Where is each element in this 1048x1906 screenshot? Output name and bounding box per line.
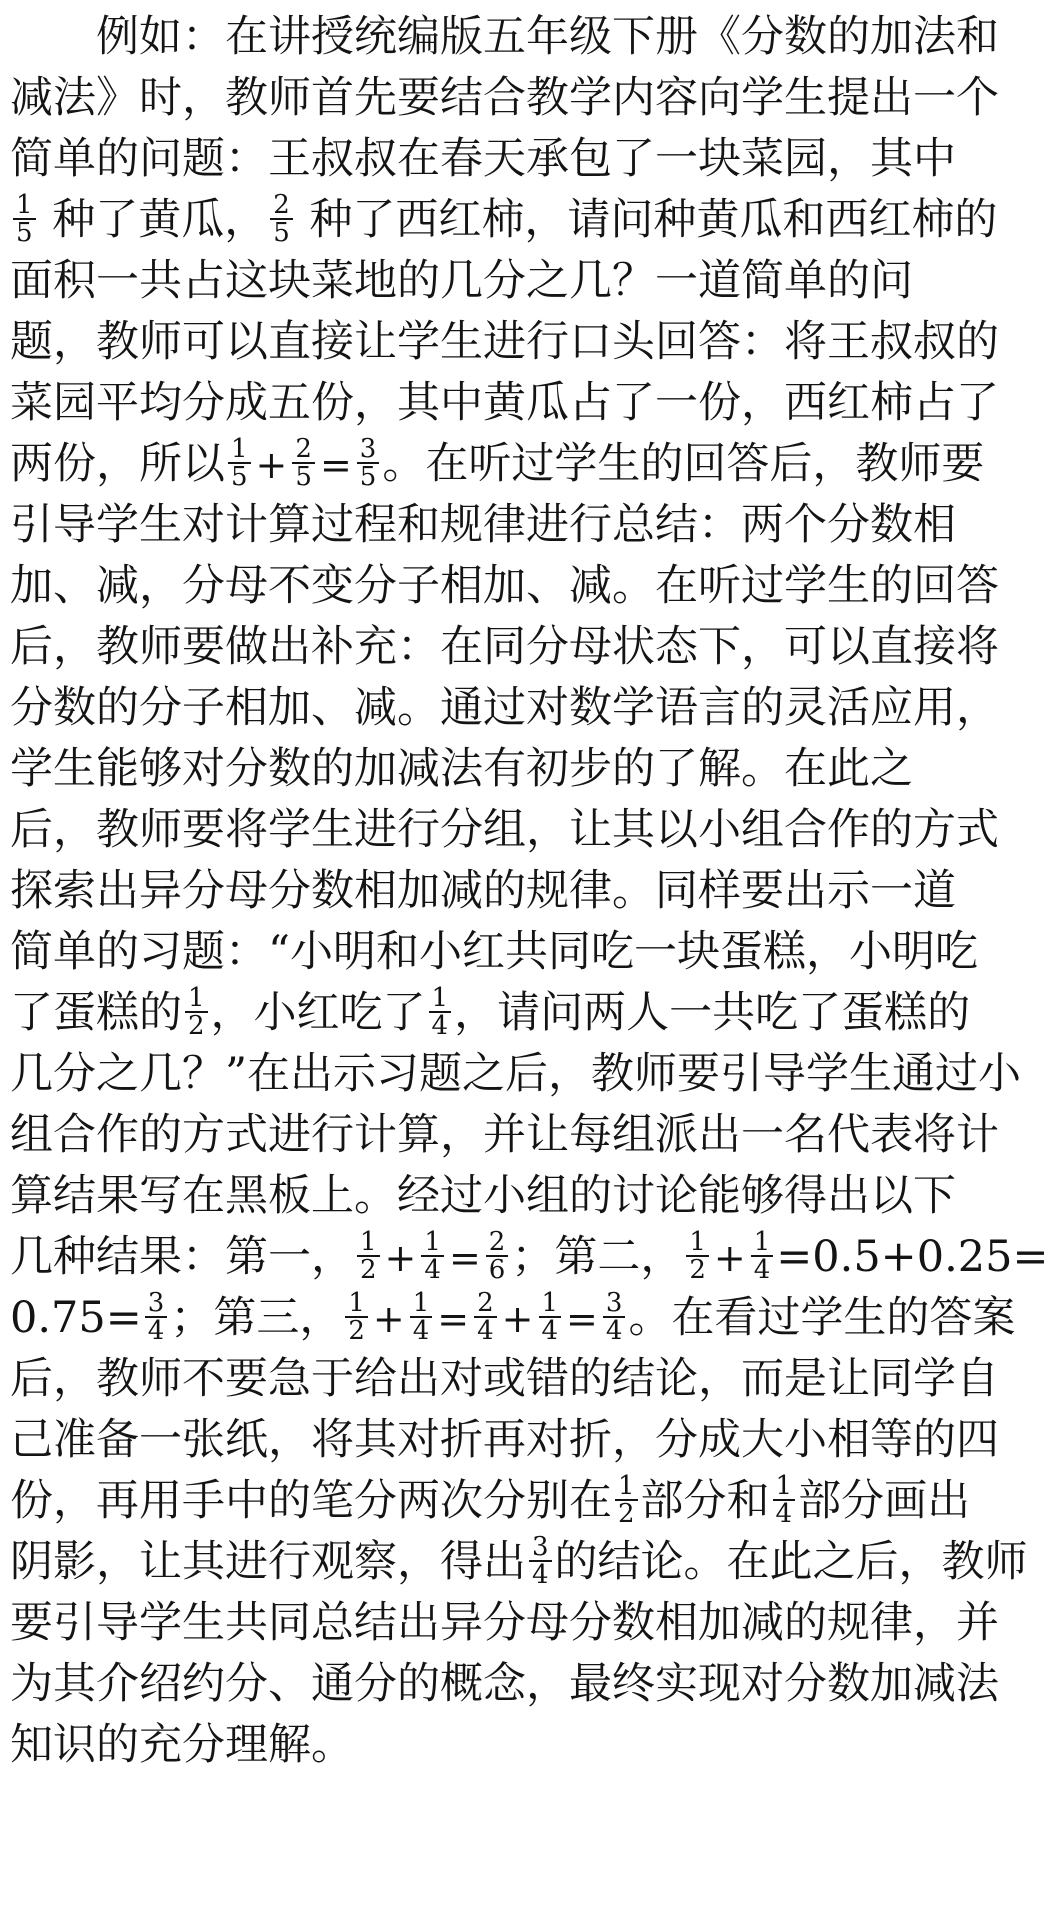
fraction: $\frac{2}{5}$ xyxy=(292,436,315,490)
fraction: $\frac{2}{6}$ xyxy=(486,1229,509,1283)
fraction: $\frac{1}{4}$ xyxy=(410,1290,433,1344)
text-line-29: 知识的充分理解。 xyxy=(10,1720,354,1770)
fraction: $\frac{2}{5}$ xyxy=(270,192,293,246)
text-line-11: 后，教师要做出补充：在同分母状态下，可以直接将 xyxy=(10,622,999,672)
text-line-6: 题，教师可以直接让学生进行口头回答：将王叔叔的 xyxy=(10,317,999,367)
text-line-23: 后，教师不要急于给出对或错的结论，而是让同学自 xyxy=(10,1354,999,1404)
text-segment: 。在看过学生的答案 xyxy=(628,1293,1016,1343)
text-line-12: 分数的分子相加、减。通过对数学语言的灵活应用， xyxy=(10,683,999,733)
text-line-25 xyxy=(10,1471,990,1529)
text-line-4 xyxy=(10,190,998,248)
text-line-28: 为其介绍约分、通分的概念，最终实现对分数加减法 xyxy=(10,1659,999,1709)
text-segment: 种了黄瓜， xyxy=(52,195,268,245)
text-line-14: 后，教师要将学生进行分组，让其以小组合作的方式 xyxy=(10,805,999,855)
text-segment: 两份，所以 xyxy=(10,439,225,489)
fraction: $\frac{1}{2}$ xyxy=(185,985,208,1039)
equals-sign: = xyxy=(566,1297,598,1341)
text-line-24: 己准备一张纸，将其对折再对折，分成大小相等的四 xyxy=(10,1415,999,1465)
text-line-1: 例如：在讲授统编版五年级下册《分数的加法和 xyxy=(96,12,999,62)
plus-sign: + xyxy=(713,1236,746,1280)
text-line-17 xyxy=(10,983,990,1041)
fraction: $\frac{2}{4}$ xyxy=(474,1290,497,1344)
equals-sign: = xyxy=(437,1297,470,1341)
text-segment: ，小红吃了 xyxy=(210,988,426,1038)
text-line-26 xyxy=(10,1532,1028,1590)
fraction: $\frac{1}{5}$ xyxy=(13,192,36,246)
text-line-19: 组合作的方式进行计算，并让每组派出一名代表将计 xyxy=(10,1110,999,1160)
text-segment: 份，再用手中的笔分两次分别在 xyxy=(10,1476,612,1526)
plus-sign: + xyxy=(501,1297,534,1341)
text-segment: 部分画出 xyxy=(798,1476,971,1526)
text-segment: 阴影，让其进行观察，得出 xyxy=(10,1537,526,1587)
fraction: $\frac{1}{2}$ xyxy=(357,1229,380,1283)
fraction: $\frac{1}{4}$ xyxy=(429,985,452,1039)
text-line-10: 加、减，分母不变分子相加、减。在听过学生的回答 xyxy=(10,561,999,611)
fraction: $\frac{3}{4}$ xyxy=(603,1290,626,1344)
fraction: $\frac{1}{2}$ xyxy=(686,1229,709,1283)
fraction: $\frac{1}{4}$ xyxy=(773,1473,796,1527)
text-segment: ，请问两人一共吃了蛋糕的 xyxy=(454,988,971,1038)
text-line-21 xyxy=(10,1227,1048,1285)
text-line-20: 算结果写在黑板上。经过小组的讨论能够得出以下 xyxy=(10,1171,956,1221)
fraction: $\frac{1}{4}$ xyxy=(539,1290,562,1344)
fraction: $\frac{1}{5}$ xyxy=(228,436,251,490)
text-line-7: 菜园平均分成五份，其中黄瓜占了一份，西红柿占了 xyxy=(10,378,999,428)
fraction: $\frac{3}{4}$ xyxy=(145,1290,168,1344)
equals-sign: = xyxy=(448,1236,481,1280)
fraction: $\frac{1}{2}$ xyxy=(345,1290,368,1344)
fraction: $\frac{3}{5}$ xyxy=(357,436,380,490)
text-line-9: 引导学生对计算过程和规律进行总结：两个分数相 xyxy=(10,500,956,550)
text-line-27: 要引导学生共同总结出异分母分数相加减的规律，并 xyxy=(10,1598,999,1648)
plus-sign: + xyxy=(372,1297,405,1341)
text-segment: 几种结果：第一， xyxy=(10,1232,354,1282)
text-line-5: 面积一共占这块菜地的几分之几？一道简单的问 xyxy=(10,256,913,306)
text-line-16: 简单的习题：“小明和小红共同吃一块蛋糕，小明吃 xyxy=(10,927,978,977)
equals-sign: = xyxy=(319,443,352,487)
plus-sign: + xyxy=(384,1236,417,1280)
plus-sign: + xyxy=(255,443,288,487)
text-segment: 。在听过学生的回答后，教师要 xyxy=(382,439,985,489)
text-line-2: 减法》时，教师首先要结合教学内容向学生提出一个 xyxy=(10,73,999,123)
text-segment: ；第二， xyxy=(511,1232,684,1282)
text-segment: 部分和 xyxy=(640,1476,770,1526)
text-line-18: 几分之几？”在出示习题之后，教师要引导学生通过小 xyxy=(10,1049,1021,1099)
fraction: $\frac{3}{4}$ xyxy=(529,1534,552,1588)
fraction: $\frac{1}{4}$ xyxy=(421,1229,444,1283)
text-segment: =0.5+0.25= xyxy=(776,1232,1048,1282)
text-line-13: 学生能够对分数的加减法有初步的了解。在此之 xyxy=(10,744,913,794)
text-line-22 xyxy=(10,1288,1016,1346)
text-segment: 0.75= xyxy=(10,1293,142,1343)
text-segment: 了蛋糕的 xyxy=(10,988,182,1038)
text-segment: 种了西红柿，请问种黄瓜和西红柿的 xyxy=(309,195,998,245)
text-line-15: 探索出异分母分数相加减的规律。同样要出示一道 xyxy=(10,866,956,916)
text-segment: 的结论。在此之后，教师 xyxy=(554,1537,1028,1587)
text-segment: ；第三， xyxy=(170,1293,343,1343)
fraction: $\frac{1}{2}$ xyxy=(615,1473,638,1527)
text-line-8 xyxy=(10,434,990,492)
text-line-3: 简单的问题：王叔叔在春天承包了一块菜园，其中 xyxy=(10,134,956,184)
fraction: $\frac{1}{4}$ xyxy=(751,1229,774,1283)
